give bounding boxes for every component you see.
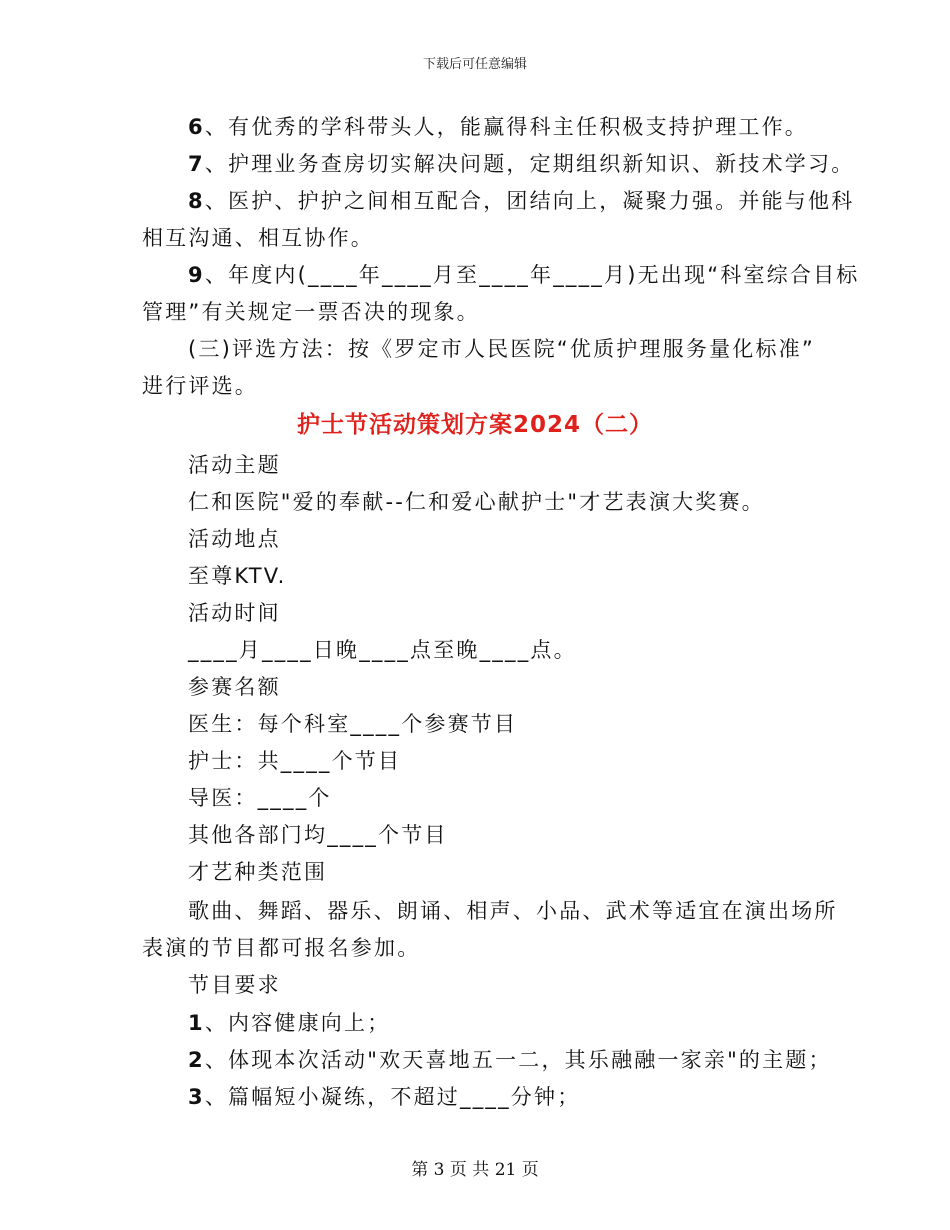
quota-doctors: 医生：每个科室____个参赛节目 <box>188 712 518 736</box>
heading-requirements: 节目要求 <box>188 973 281 997</box>
criteria-item-8: 8、医护、护护之间相互配合，团结向上，凝聚力强。并能与他科 <box>188 189 855 213</box>
heading-theme: 活动主题 <box>188 453 281 477</box>
criteria-item-6: 6、有优秀的学科带头人，能赢得科主任积极支持护理工作。 <box>188 115 809 139</box>
quota-others: 其他各部门均____个节目 <box>188 823 448 847</box>
categories-text: 歌曲、舞蹈、器乐、朗诵、相声、小品、武术等适宜在演出场所 <box>188 899 838 923</box>
requirement-3: 3、篇幅短小凝练，不超过____分钟； <box>188 1085 581 1109</box>
heading-time: 活动时间 <box>188 601 281 625</box>
criteria-item-9: 9、年度内(____年____月至____年____月)无出现“科室综合目标 <box>188 263 860 287</box>
section-title: 护士节活动策划方案2024（二） <box>296 412 653 438</box>
location-text: 至尊KTV. <box>188 564 287 588</box>
categories-text-cont: 表演的节目都可报名参加。 <box>142 936 421 960</box>
heading-location: 活动地点 <box>188 527 281 551</box>
selection-method-cont: 进行评选。 <box>142 374 258 398</box>
page-header: 下载后可任意编辑 <box>422 57 527 72</box>
requirement-2: 2、体现本次活动"欢天喜地五一二，其乐融融一家亲"的主题； <box>188 1048 832 1072</box>
requirement-1: 1、内容健康向上； <box>188 1011 391 1035</box>
heading-quota: 参赛名额 <box>188 675 281 699</box>
time-text: ____月____日晚____点至晚____点。 <box>188 638 577 662</box>
quota-guides: 导医：____个 <box>188 786 332 810</box>
quota-nurses: 护士：共____个节目 <box>188 749 402 773</box>
criteria-item-9-cont: 管理”有关规定一票否决的现象。 <box>142 300 480 324</box>
selection-method: (三)评选方法：按《罗定市人民医院“优质护理服务量化标准” <box>188 337 815 361</box>
criteria-item-7: 7、护理业务查房切实解决问题，定期组织新知识、新技术学习。 <box>188 152 855 176</box>
heading-categories: 才艺种类范围 <box>188 860 328 884</box>
theme-text: 仁和医院"爱的奉献--仁和爱心献护士"才艺表演大奖赛。 <box>188 490 765 514</box>
page-footer: 第 3 页 共 21 页 <box>411 1160 539 1180</box>
criteria-item-8-cont: 相互沟通、相互协作。 <box>142 226 374 250</box>
